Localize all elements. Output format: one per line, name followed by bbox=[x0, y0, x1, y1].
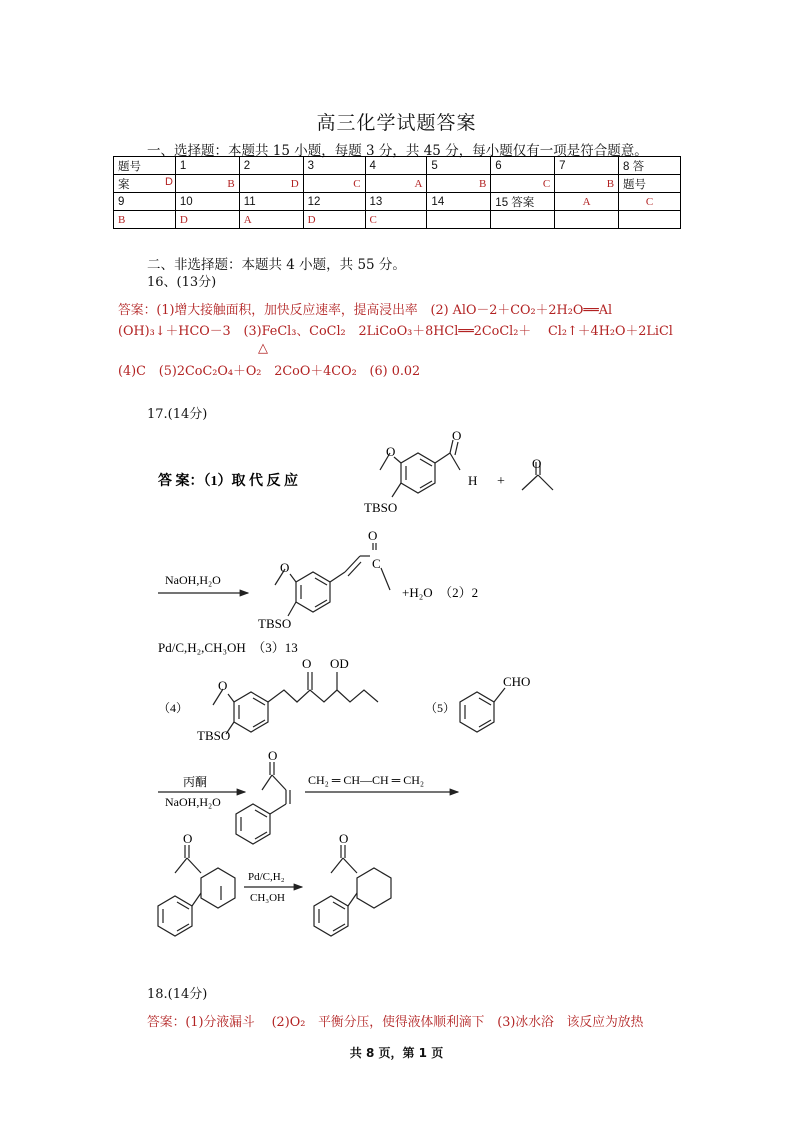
tbso-label: TBSO bbox=[258, 616, 292, 631]
section2-heading: 二、非选择题：本题共 4 小题，共 55 分。 bbox=[147, 257, 406, 273]
chalcone-structure bbox=[236, 762, 290, 844]
answer-cell: C bbox=[619, 193, 681, 211]
atom-label-c: C bbox=[372, 556, 381, 571]
atom-label-o: O bbox=[532, 456, 542, 471]
answer-cell: C bbox=[491, 175, 555, 193]
answer-cell: B bbox=[555, 175, 619, 193]
atom-label-o: O bbox=[280, 560, 290, 575]
atom-label-o: O bbox=[268, 748, 278, 763]
table-cell: 12 bbox=[303, 193, 365, 211]
diene-label: CH₂ ═ CH—CH ═ CH₂ bbox=[308, 773, 425, 787]
cyclohexene-adduct-structure bbox=[158, 845, 235, 936]
water-label: +H₂O （2）2 bbox=[402, 585, 479, 600]
q16-answer-line3: (4)C (5)2CoC₂O₄＋O₂ 2CoO＋4CO₂ (6) 0.02 bbox=[118, 364, 421, 379]
q16-header: 16、(13分) bbox=[147, 275, 217, 290]
answer-cell: D bbox=[175, 211, 239, 229]
table-cell-label: 案 bbox=[118, 178, 130, 191]
table-cell: 6 bbox=[491, 157, 555, 175]
cyclohexane-product-structure bbox=[314, 845, 391, 936]
table-cell: 15 答案 bbox=[491, 193, 555, 211]
solvent-label: CH₃OH bbox=[250, 892, 286, 904]
acetone-label: 丙酮 bbox=[183, 775, 208, 789]
label-5: （5） bbox=[425, 701, 456, 715]
table-cell: 7 bbox=[555, 157, 619, 175]
q16-answer-line2: (OH)₃↓＋HCO－3 (3)FeCl₃、CoCl₂ 2LiCoO₃＋8HCl══2CoCl₂＋ Cl₂↑＋4H₂O＋2LiCl bbox=[118, 324, 673, 339]
q18-answer-line1: 答案：(1)分液漏斗 (2)O₂ 平衡分压，使得液体顺利滴下 (3)冰水浴 该反应为放热 bbox=[147, 1015, 644, 1030]
table-cell: 10 bbox=[175, 193, 239, 211]
plus-sign: + bbox=[497, 474, 505, 489]
table-cell: 11 bbox=[239, 193, 303, 211]
q18-header: 18.(14分) bbox=[147, 987, 208, 1002]
answer-cell: A bbox=[365, 175, 427, 193]
table-cell: 3 bbox=[303, 157, 365, 175]
answer-cell: B bbox=[175, 175, 239, 193]
answer-cell: B bbox=[427, 175, 491, 193]
atom-label-o: O bbox=[386, 444, 396, 459]
table-cell: 9 bbox=[114, 193, 176, 211]
page-title: 高三化学试题答案 bbox=[316, 112, 477, 134]
atom-label-o: O bbox=[368, 528, 378, 543]
tbso-label: TBSO bbox=[364, 500, 398, 515]
product4-structure bbox=[213, 672, 378, 734]
table-cell: 4 bbox=[365, 157, 427, 175]
q17-answer-label: 答 案：（1）取 代 反 应 bbox=[158, 474, 298, 489]
answer-cell: D bbox=[239, 175, 303, 193]
table-cell: 题号 bbox=[619, 175, 681, 193]
benzaldehyde-structure bbox=[460, 688, 505, 732]
atom-label-o: O bbox=[339, 831, 349, 846]
table-cell: 2 bbox=[239, 157, 303, 175]
atom-label-o: O bbox=[183, 831, 193, 846]
table-cell: 8 答 bbox=[619, 157, 681, 175]
table-cell: 13 bbox=[365, 193, 427, 211]
table-cell: 5 bbox=[427, 157, 491, 175]
section1-heading: 一、选择题：本题共 15 小题，每题 3 分，共 45 分，每小题仅有一项是符合题意。 bbox=[147, 143, 648, 159]
answer-cell: A bbox=[239, 211, 303, 229]
q17-header: 17.(14分) bbox=[147, 407, 208, 422]
q16-answer-line1: 答案：(1)增大接触面积，加快反应速率，提高浸出率 (2) AlO－2＋CO₂＋2H₂O══Al bbox=[118, 303, 613, 318]
pd-line: Pd/C,H₂,CH₃OH （3）13 bbox=[158, 640, 298, 655]
atom-label-h: H bbox=[468, 473, 478, 488]
answer-cell: B bbox=[114, 211, 176, 229]
cho-label: CHO bbox=[503, 674, 531, 689]
table-cell: 1 bbox=[175, 157, 239, 175]
od-label: OD bbox=[330, 656, 349, 671]
answer-letter: D bbox=[164, 175, 173, 188]
catalyst-label: Pd/C,H₂ bbox=[248, 871, 285, 883]
answer-cell: A bbox=[555, 193, 619, 211]
answer-cell: C bbox=[303, 175, 365, 193]
reagent-label: NaOH,H₂O bbox=[165, 573, 221, 587]
atom-label-o: O bbox=[302, 656, 312, 671]
atom-label-o: O bbox=[452, 428, 462, 443]
table-cell: 14 bbox=[427, 193, 491, 211]
answer-cell: D bbox=[303, 211, 365, 229]
page-footer: 共 8 页，第 1 页 bbox=[349, 1046, 444, 1060]
reagent-label: NaOH,H₂O bbox=[165, 795, 221, 809]
heat-triangle-icon: △ bbox=[258, 341, 268, 356]
table-cell: 题号 bbox=[114, 157, 176, 175]
atom-label-o: O bbox=[218, 678, 228, 693]
answer-cell: C bbox=[365, 211, 427, 229]
tbso-label: TBSO bbox=[197, 728, 231, 743]
enone-structure bbox=[275, 543, 390, 616]
label-4: （4） bbox=[158, 701, 189, 715]
